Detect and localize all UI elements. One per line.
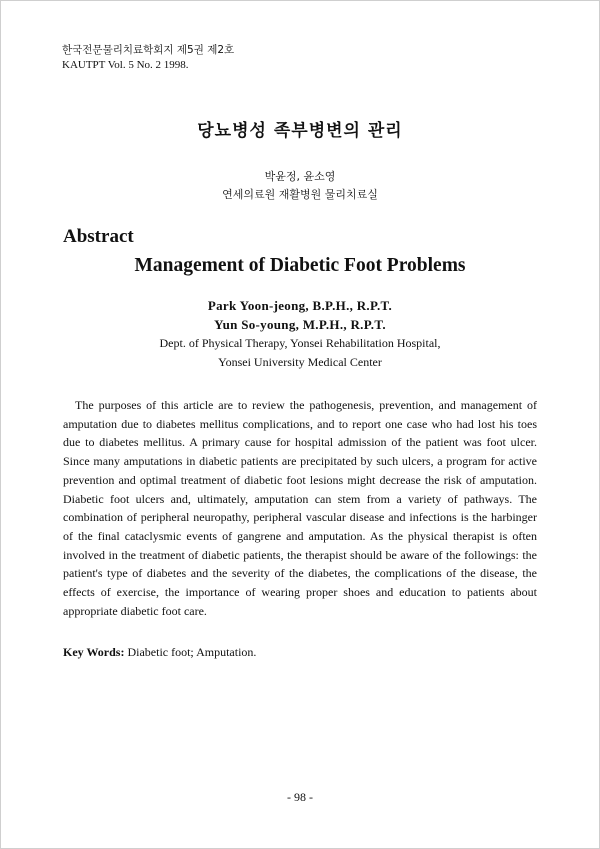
affiliation-line-1: Dept. of Physical Therapy, Yonsei Rehabilitation Hospital, bbox=[159, 336, 441, 350]
korean-authors: 박윤정, 윤소영 bbox=[264, 170, 336, 183]
author-1: Park Yoon-jeong, B.P.H., R.P.T. bbox=[207, 298, 393, 313]
journal-volume-info: KAUTPT Vol. 5 No. 2 1998. bbox=[62, 59, 189, 71]
abstract-body: The purposes of this article are to review the pathogenesis, prevention, and management of amputation due to diabetes mellitus complications, and to report one case who had lost his toes due to diabetes mellitus. A primary cause for hospital admission of the patient was foot ulcer. Since many amputations in diabetic patients are precipitated by such ulcers, a program for active prevention and optimal treatment of diabetic foot lesions might decrease the risk of amputation. Diabetic foot ulcers and, ultimately, amputation can stem from a variety of pathways. The combination of peripheral neuropathy, peripheral vascular disease and infections is the harbinger of the final cataclysmic events of gangrene and amputation. As the physical therapist is often involved in the treatment of diabetic patients, the therapist should be aware of the followings: the patient's type of diabetes and the severity of the diabetes, the complications of the disease, the effects of exercise, the importance of wearing proper shoes and education to patients about appropriate diabetic foot care. bbox=[63, 398, 537, 618]
keywords-label: Key Words: bbox=[63, 645, 125, 659]
english-title: Management of Diabetic Foot Problems bbox=[134, 255, 466, 276]
page-number: - 98 - bbox=[287, 790, 313, 804]
author-2: Yun So-young, M.P.H., R.P.T. bbox=[214, 317, 386, 332]
korean-author-block bbox=[0, 168, 600, 204]
abstract-heading: Abstract bbox=[63, 226, 134, 247]
keywords-value: Diabetic foot; Amputation. bbox=[127, 645, 257, 659]
korean-title: 당뇨병성 족부병변의 관리 bbox=[197, 121, 403, 141]
english-author-block bbox=[0, 296, 600, 372]
keywords-line bbox=[63, 645, 256, 660]
journal-name-korean: 한국전문물리치료학회지 제5권 제2호 bbox=[62, 44, 235, 56]
affiliation-line-2: Yonsei University Medical Center bbox=[218, 355, 382, 369]
korean-affiliation: 연세의료원 재활병원 물리치료실 bbox=[222, 188, 378, 201]
journal-header bbox=[62, 43, 234, 73]
